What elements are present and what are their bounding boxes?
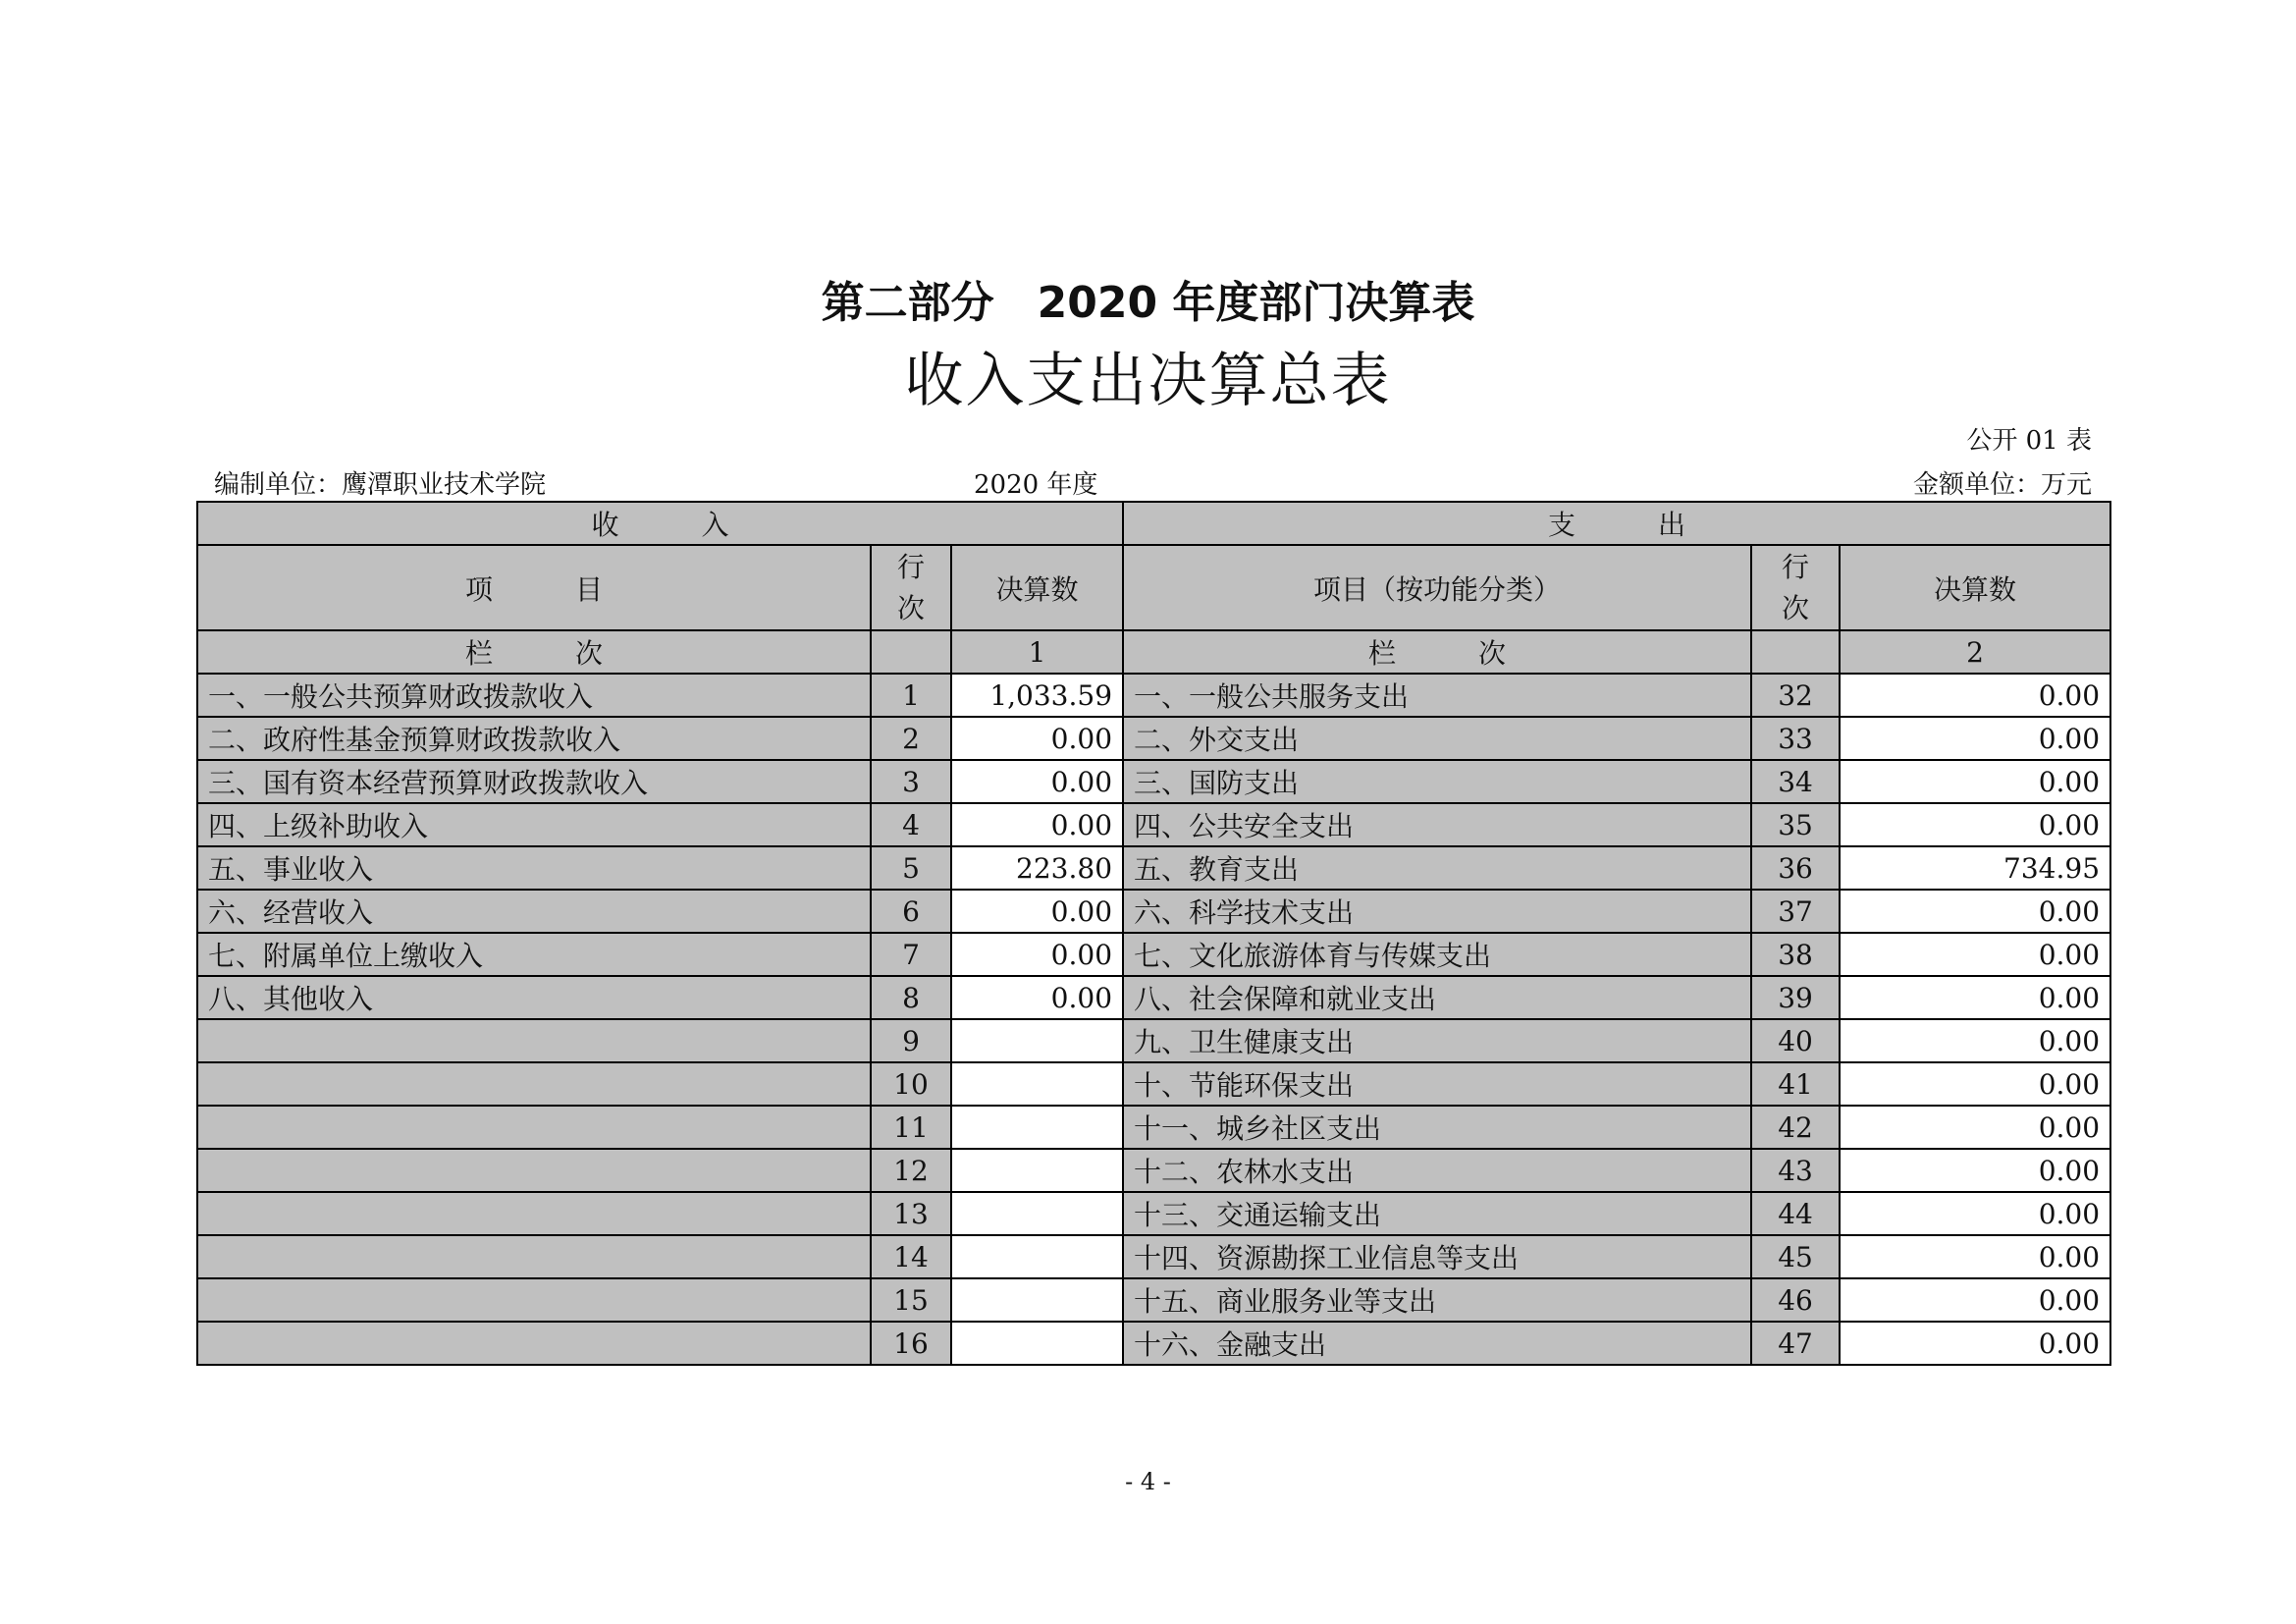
table-row [197,1019,2110,1062]
expense-row-no: 41 [1751,1062,1840,1106]
income-amount [951,1235,1123,1278]
row-no-header [871,545,951,630]
table-row [197,976,2110,1019]
income-expense-table [196,501,2111,1366]
income-item: 四、上级补助收入 [197,803,871,846]
income-item [197,1322,871,1365]
amount-header: 决算数 [1840,545,2110,630]
income-row-no: 11 [871,1106,951,1149]
expense-amount: 734.95 [1840,846,2110,890]
income-item: 五、事业收入 [197,846,871,890]
expense-row-no: 39 [1751,976,1840,1019]
empty-cell [1751,630,1840,674]
income-item [197,1235,871,1278]
income-row-no: 6 [871,890,951,933]
amount-header: 决算数 [951,545,1123,630]
income-row-no: 3 [871,760,951,803]
expense-header: 支 出 [1123,502,2110,545]
table-row [197,674,2110,717]
expense-item-header: 项目（按功能分类） [1123,545,1751,630]
column-label: 栏 次 [1123,630,1751,674]
expense-amount: 0.00 [1840,976,2110,1019]
expense-row-no: 33 [1751,717,1840,760]
row-no-header [1751,545,1840,630]
income-amount [951,1278,1123,1322]
expense-amount: 0.00 [1840,1235,2110,1278]
expense-item: 十六、金融支出 [1123,1322,1751,1365]
table-row [197,890,2110,933]
income-row-no: 2 [871,717,951,760]
income-row-no: 5 [871,846,951,890]
table-title: 收入支出决算总表 [904,347,1392,415]
expense-item: 十五、商业服务业等支出 [1123,1278,1751,1322]
unit-label: 编制单位：鹰潭职业技术学院 [214,470,547,500]
expense-row-no: 36 [1751,846,1840,890]
income-row-no: 14 [871,1235,951,1278]
column-number: 1 [951,630,1123,674]
expense-row-no: 40 [1751,1019,1840,1062]
column-label: 栏 次 [197,630,871,674]
income-amount: 0.00 [951,717,1123,760]
income-amount [951,1322,1123,1365]
year-label: 2020 年度 [974,470,1098,500]
expense-row-no: 42 [1751,1106,1840,1149]
expense-item: 三、国防支出 [1123,760,1751,803]
table-row [197,1149,2110,1192]
income-row-no: 9 [871,1019,951,1062]
expense-row-no: 34 [1751,760,1840,803]
expense-row-no: 45 [1751,1235,1840,1278]
row-no-header-line2: 次 [1782,591,1810,624]
expense-item: 四、公共安全支出 [1123,803,1751,846]
expense-row-no: 47 [1751,1322,1840,1365]
table-row [197,933,2110,976]
expense-item: 九、卫生健康支出 [1123,1019,1751,1062]
income-item [197,1019,871,1062]
expense-amount: 0.00 [1840,933,2110,976]
expense-row-no: 46 [1751,1278,1840,1322]
table-row [197,1235,2110,1278]
table-row [197,717,2110,760]
table-row [197,1322,2110,1365]
section-title: 第二部分 2020 年度部门决算表 [821,278,1475,328]
income-row-no: 15 [871,1278,951,1322]
table-row [197,803,2110,846]
income-amount: 0.00 [951,760,1123,803]
expense-amount: 0.00 [1840,717,2110,760]
income-amount: 1,033.59 [951,674,1123,717]
expense-item: 七、文化旅游体育与传媒支出 [1123,933,1751,976]
income-amount [951,1106,1123,1149]
row-no-header-line2: 次 [896,591,925,624]
table-row [197,1106,2110,1149]
expense-amount: 0.00 [1840,760,2110,803]
expense-item: 一、一般公共服务支出 [1123,674,1751,717]
expense-amount: 0.00 [1840,1278,2110,1322]
column-number: 2 [1840,630,2110,674]
page-number: - 4 - [1125,1468,1171,1495]
income-row-no: 10 [871,1062,951,1106]
expense-item: 十四、资源勘探工业信息等支出 [1123,1235,1751,1278]
income-item [197,1062,871,1106]
expense-item: 六、科学技术支出 [1123,890,1751,933]
empty-cell [871,630,951,674]
table-row [197,846,2110,890]
income-amount [951,1149,1123,1192]
income-item [197,1106,871,1149]
income-row-no: 7 [871,933,951,976]
table-row [197,1278,2110,1322]
income-amount [951,1192,1123,1235]
expense-item: 十三、交通运输支出 [1123,1192,1751,1235]
income-item [197,1149,871,1192]
income-row-no: 4 [871,803,951,846]
income-amount [951,1062,1123,1106]
row-no-header-line1: 行 [896,550,925,583]
income-amount: 0.00 [951,933,1123,976]
expense-row-no: 38 [1751,933,1840,976]
expense-row-no: 32 [1751,674,1840,717]
table-row [197,760,2110,803]
income-item [197,1192,871,1235]
income-amount: 0.00 [951,803,1123,846]
income-item: 三、国有资本经营预算财政拨款收入 [197,760,871,803]
income-row-no: 13 [871,1192,951,1235]
table-row [197,1192,2110,1235]
income-amount: 223.80 [951,846,1123,890]
form-code: 公开 01 表 [1966,426,2092,456]
income-amount: 0.00 [951,976,1123,1019]
table-row [197,1062,2110,1106]
income-item: 二、政府性基金预算财政拨款收入 [197,717,871,760]
income-header: 收 入 [197,502,1123,545]
income-row-no: 12 [871,1149,951,1192]
expense-amount: 0.00 [1840,803,2110,846]
expense-row-no: 37 [1751,890,1840,933]
income-row-no: 16 [871,1322,951,1365]
expense-amount: 0.00 [1840,674,2110,717]
expense-item: 十二、农林水支出 [1123,1149,1751,1192]
currency-unit: 金额单位：万元 [1912,470,2092,500]
expense-item: 十一、城乡社区支出 [1123,1106,1751,1149]
expense-amount: 0.00 [1840,1062,2110,1106]
income-row-no: 1 [871,674,951,717]
expense-amount: 0.00 [1840,890,2110,933]
expense-amount: 0.00 [1840,1149,2110,1192]
income-item: 七、附属单位上缴收入 [197,933,871,976]
expense-item: 八、社会保障和就业支出 [1123,976,1751,1019]
row-no-header-line1: 行 [1782,550,1810,583]
income-item: 六、经营收入 [197,890,871,933]
expense-amount: 0.00 [1840,1019,2110,1062]
expense-row-no: 44 [1751,1192,1840,1235]
expense-amount: 0.00 [1840,1322,2110,1365]
item-header: 项 目 [197,545,871,630]
income-amount: 0.00 [951,890,1123,933]
income-amount [951,1019,1123,1062]
income-row-no: 8 [871,976,951,1019]
income-item: 一、一般公共预算财政拨款收入 [197,674,871,717]
expense-amount: 0.00 [1840,1192,2110,1235]
income-item: 八、其他收入 [197,976,871,1019]
expense-item: 二、外交支出 [1123,717,1751,760]
income-item [197,1278,871,1322]
expense-item: 五、教育支出 [1123,846,1751,890]
expense-row-no: 35 [1751,803,1840,846]
expense-item: 十、节能环保支出 [1123,1062,1751,1106]
expense-row-no: 43 [1751,1149,1840,1192]
expense-amount: 0.00 [1840,1106,2110,1149]
